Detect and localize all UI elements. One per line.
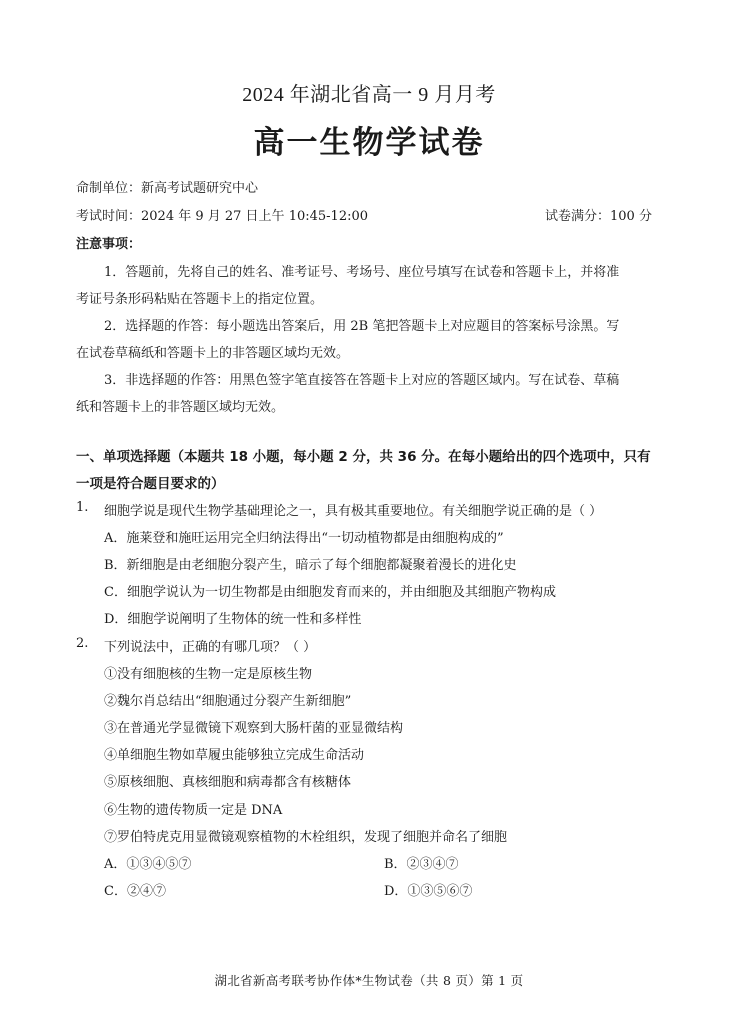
question-2-option-b: B．②③④⑦ (384, 857, 459, 872)
question-2-statement-3: ③在普通光学显微镜下观察到大肠杆菌的亚显微结构 (104, 721, 404, 736)
question-2-stem: 下列说法中，正确的有哪几项？（ ） (104, 640, 317, 655)
question-2-statement-4: ④单细胞生物如草履虫能够独立完成生命活动 (104, 748, 365, 763)
question-2-option-c: C．②④⑦ (104, 884, 166, 899)
question-1-option-a: A．施莱登和施旺运用完全归纳法得出“一切动植物都是由细胞构成的” (104, 531, 504, 546)
note-2-line-1: 2．选择题的作答：每小题选出答案后，用 2B 笔把答题卡上对应题目的答案标号涂黑。写 (104, 319, 620, 334)
compiler-info: 命制单位：新高考试题研究中心 (76, 181, 259, 196)
question-2-option-a: A．①③④⑤⑦ (104, 857, 192, 872)
question-1-number: 1. (76, 500, 89, 515)
notes-heading: 注意事项： (76, 237, 142, 252)
note-1-line-1: 1．答题前，先将自己的姓名、准考证号、考场号、座位号填写在试卷和答题卡上，并将准 (104, 265, 620, 280)
question-1-stem: 细胞学说是现代生物学基础理论之一，具有极其重要地位。有关细胞学说正确的是（ ） (104, 504, 603, 519)
question-2-number: 2. (76, 636, 89, 651)
page-footer: 湖北省新高考联考协作体*生物试卷（共 8 页）第 1 页 (214, 973, 524, 988)
question-2-option-d: D．①③⑤⑥⑦ (384, 884, 473, 899)
note-1-line-2: 考证号条形码粘贴在答题卡上的指定位置。 (76, 292, 324, 307)
question-2-statement-1: ①没有细胞核的生物一定是原核生物 (104, 667, 313, 682)
exam-title: 2024 年湖北省高一 9 月月考 (242, 84, 496, 106)
question-2-statement-6: ⑥生物的遗传物质一定是 DNA (104, 803, 283, 818)
note-3-line-1: 3．非选择题的作答：用黑色签字笔直接答在答题卡上对应的答题区域内。写在试卷、草稿 (104, 373, 620, 388)
question-1-option-c: C．细胞学说认为一切生物都是由细胞发育而来的，并由细胞及其细胞产物构成 (104, 585, 556, 600)
section-1-heading-line-2: 一项是符合题目要求的） (76, 476, 225, 492)
paper-title: 高一生物学试卷 (253, 125, 485, 161)
note-2-line-2: 在试卷草稿纸和答题卡上的非答题区域均无效。 (76, 346, 350, 361)
note-3-line-2: 纸和答题卡上的非答题区域均无效。 (76, 400, 285, 415)
question-2-statement-5: ⑤原核细胞、真核细胞和病毒都含有核糖体 (104, 775, 352, 790)
question-2-statement-2: ②魏尔肖总结出“细胞通过分裂产生新细胞” (104, 694, 352, 709)
question-1-option-d: D．细胞学说阐明了生物体的统一性和多样性 (104, 612, 362, 627)
full-score: 试卷满分：100 分 (545, 209, 652, 224)
section-1-heading-line-1: 一、单项选择题（本题共 18 小题，每小题 2 分，共 36 分。在每小题给出的四个选项中，只有 (76, 449, 651, 465)
question-2-statement-7: ⑦罗伯特虎克用显微镜观察植物的木栓组织，发现了细胞并命名了细胞 (104, 830, 508, 845)
question-1-option-b: B．新细胞是由老细胞分裂产生，暗示了每个细胞都凝聚着漫长的进化史 (104, 558, 517, 573)
exam-time: 考试时间：2024 年 9 月 27 日上午 10:45-12:00 (76, 209, 369, 224)
